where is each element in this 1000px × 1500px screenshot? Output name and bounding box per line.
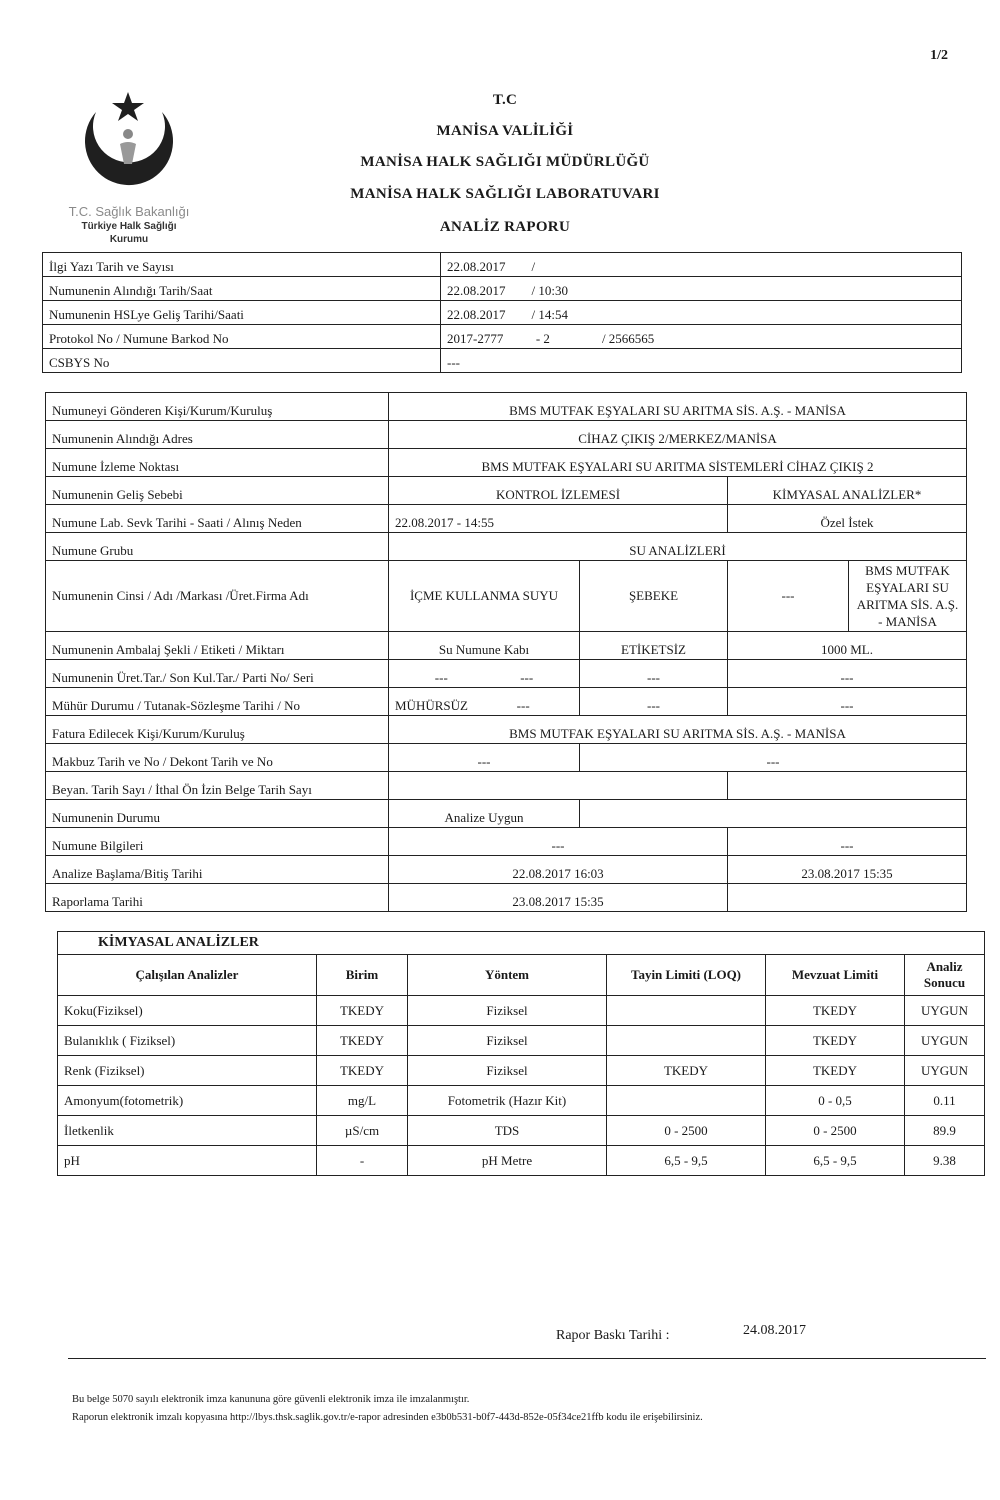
- table-cell: 0 - 2500: [607, 1116, 766, 1146]
- row-value: Su Numune Kabı: [389, 632, 580, 660]
- table-row: [46, 632, 967, 660]
- row-value: 22.08.2017 /: [441, 253, 962, 277]
- column-header: Yöntem: [408, 955, 607, 996]
- row-value: BMS MUTFAK EŞYALARI SU ARITMA SİSTEMLERİ CİHAZ ÇIKIŞ 2: [389, 449, 967, 477]
- table-cell: 6,5 - 9,5: [766, 1146, 905, 1176]
- table-row: [46, 561, 967, 632]
- row-value: KONTROL İZLEMESİ: [389, 477, 728, 505]
- section-title: KİMYASAL ANALİZLER: [58, 932, 985, 955]
- header-laboratuvar: MANİSA HALK SAĞLIĞI LABORATUVARI: [350, 186, 660, 202]
- row-label: Numunenin Durumu: [46, 800, 389, 828]
- row-value: ---: [728, 688, 967, 716]
- table-cell: TDS: [408, 1116, 607, 1146]
- table-row: [58, 1026, 985, 1056]
- table-row: [46, 856, 967, 884]
- table-cell: [607, 1026, 766, 1056]
- row-value: 22.08.2017 / 14:54: [441, 301, 962, 325]
- table-cell: 0 - 0,5: [766, 1086, 905, 1116]
- row-label: Numune Lab. Sevk Tarihi - Saati / Alınış Neden: [46, 505, 389, 533]
- table-row: [46, 449, 967, 477]
- row-value: 1000 ML.: [728, 632, 967, 660]
- footer-note-2: Raporun elektronik imzalı kopyasına http://lbys.thsk.saglik.gov.tr/e-rapor adresinden e3b0b531-b0f7-443d-852e-05f34ce21ffb kodu ile erişebilirsiniz.: [72, 1412, 703, 1423]
- row-value: MÜHÜRSÜZ ---: [389, 688, 580, 716]
- table-cell: TKEDY: [607, 1056, 766, 1086]
- crescent-star-icon: [74, 92, 184, 202]
- row-value: BMS MUTFAK EŞYALARI SU ARITMA SİS. A.Ş. - MANİSA: [849, 561, 967, 632]
- column-header: Analiz Sonucu: [905, 955, 985, 996]
- analysis-name-cell: Koku(Fiziksel): [58, 996, 317, 1026]
- row-label: Numune Grubu: [46, 533, 389, 561]
- table-cell: [607, 996, 766, 1026]
- column-header: Tayin Limiti (LOQ): [607, 955, 766, 996]
- table-cell: TKEDY: [317, 996, 408, 1026]
- table-row: [46, 421, 967, 449]
- footer-note-1: Bu belge 5070 sayılı elektronik imza kanununa göre güvenli elektronik imza ile imzalanmıştır.: [72, 1394, 470, 1405]
- table-row: [58, 1116, 985, 1146]
- row-value: ---: [580, 744, 967, 772]
- table-row: [43, 325, 962, 349]
- row-label: Fatura Edilecek Kişi/Kurum/Kuruluş: [46, 716, 389, 744]
- row-value: ---: [728, 828, 967, 856]
- analysis-name-cell: Bulanıklık ( Fiziksel): [58, 1026, 317, 1056]
- table-row: [46, 660, 967, 688]
- table-row: [43, 301, 962, 325]
- row-label: Numuneyi Gönderen Kişi/Kurum/Kuruluş: [46, 393, 389, 421]
- row-value: ETİKETSİZ: [580, 632, 728, 660]
- table-row: [46, 505, 967, 533]
- logo-line-2: Türkiye Halk Sağlığı: [81, 221, 177, 232]
- row-value: ---: [389, 828, 728, 856]
- table-row: [46, 744, 967, 772]
- row-value: [728, 884, 967, 912]
- table-cell: UYGUN: [905, 1026, 985, 1056]
- table-header-row: [58, 955, 985, 996]
- row-value: 2017-2777 - 2 / 2566565: [441, 325, 962, 349]
- row-label: İlgi Yazı Tarih ve Sayısı: [43, 253, 441, 277]
- table-cell: TKEDY: [766, 996, 905, 1026]
- table-row: [43, 253, 962, 277]
- row-label: Beyan. Tarih Sayı / İthal Ön İzin Belge Tarih Sayı: [46, 772, 389, 800]
- row-value: [580, 800, 967, 828]
- row-value: [728, 772, 967, 800]
- row-label: Numunenin Alındığı Tarih/Saat: [43, 277, 441, 301]
- table-row: [58, 1146, 985, 1176]
- column-header: Mevzuat Limiti: [766, 955, 905, 996]
- table-cell: pH Metre: [408, 1146, 607, 1176]
- analysis-table: [57, 931, 985, 1176]
- table-row: [46, 884, 967, 912]
- ministry-logo: [48, 92, 208, 262]
- table-cell: UYGUN: [905, 996, 985, 1026]
- row-label: Analize Başlama/Bitiş Tarihi: [46, 856, 389, 884]
- header-tc: T.C: [492, 92, 518, 108]
- table-cell: UYGUN: [905, 1056, 985, 1086]
- header-report-title: ANALİZ RAPORU: [439, 219, 571, 235]
- row-label: Numune İzleme Noktası: [46, 449, 389, 477]
- logo-line-1: T.C. Sağlık Bakanlığı: [68, 204, 190, 219]
- table-row: [58, 932, 985, 955]
- header-mudurluk: MANİSA HALK SAĞLIĞI MÜDÜRLÜĞÜ: [360, 154, 650, 170]
- table-row: [43, 349, 962, 373]
- print-date-label: Rapor Baskı Tarihi :: [556, 1328, 670, 1343]
- table-row: [58, 1056, 985, 1086]
- row-value: 23.08.2017 15:35: [389, 884, 728, 912]
- row-label: Makbuz Tarih ve No / Dekont Tarih ve No: [46, 744, 389, 772]
- row-value: Analize Uygun: [389, 800, 580, 828]
- row-value: [389, 772, 728, 800]
- table-row: [58, 996, 985, 1026]
- table-row: [46, 477, 967, 505]
- table-cell: 89.9: [905, 1116, 985, 1146]
- table-row: [46, 716, 967, 744]
- analysis-name-cell: Amonyum(fotometrik): [58, 1086, 317, 1116]
- footer-divider: [68, 1358, 986, 1359]
- table-row: [46, 688, 967, 716]
- row-value: SU ANALİZLERİ: [389, 533, 967, 561]
- row-value: BMS MUTFAK EŞYALARI SU ARITMA SİS. A.Ş. - MANİSA: [389, 716, 967, 744]
- row-label: Numunenin Cinsi / Adı /Markası /Üret.Firma Adı: [46, 561, 389, 632]
- row-label: Numunenin Ambalaj Şekli / Etiketi / Miktarı: [46, 632, 389, 660]
- row-label: Protokol No / Numune Barkod No: [43, 325, 441, 349]
- row-label: CSBYS No: [43, 349, 441, 373]
- table-cell: µS/cm: [317, 1116, 408, 1146]
- row-label: Numunenin Geliş Sebebi: [46, 477, 389, 505]
- row-label: Numunenin Alındığı Adres: [46, 421, 389, 449]
- row-value: KİMYASAL ANALİZLER*: [728, 477, 967, 505]
- row-value: ---: [441, 349, 962, 373]
- row-value: 22.08.2017 16:03: [389, 856, 728, 884]
- table-cell: TKEDY: [766, 1056, 905, 1086]
- table-cell: TKEDY: [317, 1056, 408, 1086]
- page-number: 1/2: [930, 48, 948, 63]
- column-header: Çalışılan Analizler: [58, 955, 317, 996]
- analysis-name-cell: Renk (Fiziksel): [58, 1056, 317, 1086]
- row-value: İÇME KULLANMA SUYU: [389, 561, 580, 632]
- row-value: 22.08.2017 - 14:55: [389, 505, 728, 533]
- row-value: ---: [728, 561, 849, 632]
- table-row: [46, 800, 967, 828]
- table-cell: Fiziksel: [408, 1026, 607, 1056]
- analysis-name-cell: pH: [58, 1146, 317, 1176]
- row-value: Özel İstek: [728, 505, 967, 533]
- request-info-table: [42, 252, 962, 373]
- row-value: BMS MUTFAK EŞYALARI SU ARITMA SİS. A.Ş. - MANİSA: [389, 393, 967, 421]
- row-value: ---: [580, 660, 728, 688]
- row-label: Numune Bilgileri: [46, 828, 389, 856]
- row-value: 22.08.2017 / 10:30: [441, 277, 962, 301]
- table-cell: [607, 1086, 766, 1116]
- table-cell: Fiziksel: [408, 996, 607, 1026]
- table-cell: 0 - 2500: [766, 1116, 905, 1146]
- table-row: [46, 533, 967, 561]
- row-value: 23.08.2017 15:35: [728, 856, 967, 884]
- row-value: ŞEBEKE: [580, 561, 728, 632]
- row-label: Numunenin Üret.Tar./ Son Kul.Tar./ Parti No/ Seri: [46, 660, 389, 688]
- table-cell: Fiziksel: [408, 1056, 607, 1086]
- row-value: ---: [580, 688, 728, 716]
- table-row: [46, 393, 967, 421]
- table-cell: Fotometrik (Hazır Kit): [408, 1086, 607, 1116]
- row-label: Mühür Durumu / Tutanak-Sözleşme Tarihi / No: [46, 688, 389, 716]
- table-row: [58, 1086, 985, 1116]
- row-label: Numunenin HSLye Geliş Tarihi/Saati: [43, 301, 441, 325]
- row-value: CİHAZ ÇIKIŞ 2/MERKEZ/MANİSA: [389, 421, 967, 449]
- table-cell: TKEDY: [766, 1026, 905, 1056]
- header-valilik: MANİSA VALİLİĞİ: [436, 123, 574, 139]
- table-cell: 9.38: [905, 1146, 985, 1176]
- table-row: [43, 277, 962, 301]
- sample-info-table: [45, 392, 967, 912]
- table-row: [46, 772, 967, 800]
- row-value: ---: [389, 744, 580, 772]
- table-cell: TKEDY: [317, 1026, 408, 1056]
- table-cell: -: [317, 1146, 408, 1176]
- table-cell: mg/L: [317, 1086, 408, 1116]
- logo-line-3: Kurumu: [109, 234, 149, 245]
- print-date-value: 24.08.2017: [743, 1323, 806, 1338]
- table-cell: 6,5 - 9,5: [607, 1146, 766, 1176]
- column-header: Birim: [317, 955, 408, 996]
- analysis-name-cell: İletkenlik: [58, 1116, 317, 1146]
- row-value: --- ---: [389, 660, 580, 688]
- table-cell: 0.11: [905, 1086, 985, 1116]
- table-row: [46, 828, 967, 856]
- row-label: Raporlama Tarihi: [46, 884, 389, 912]
- row-value: ---: [728, 660, 967, 688]
